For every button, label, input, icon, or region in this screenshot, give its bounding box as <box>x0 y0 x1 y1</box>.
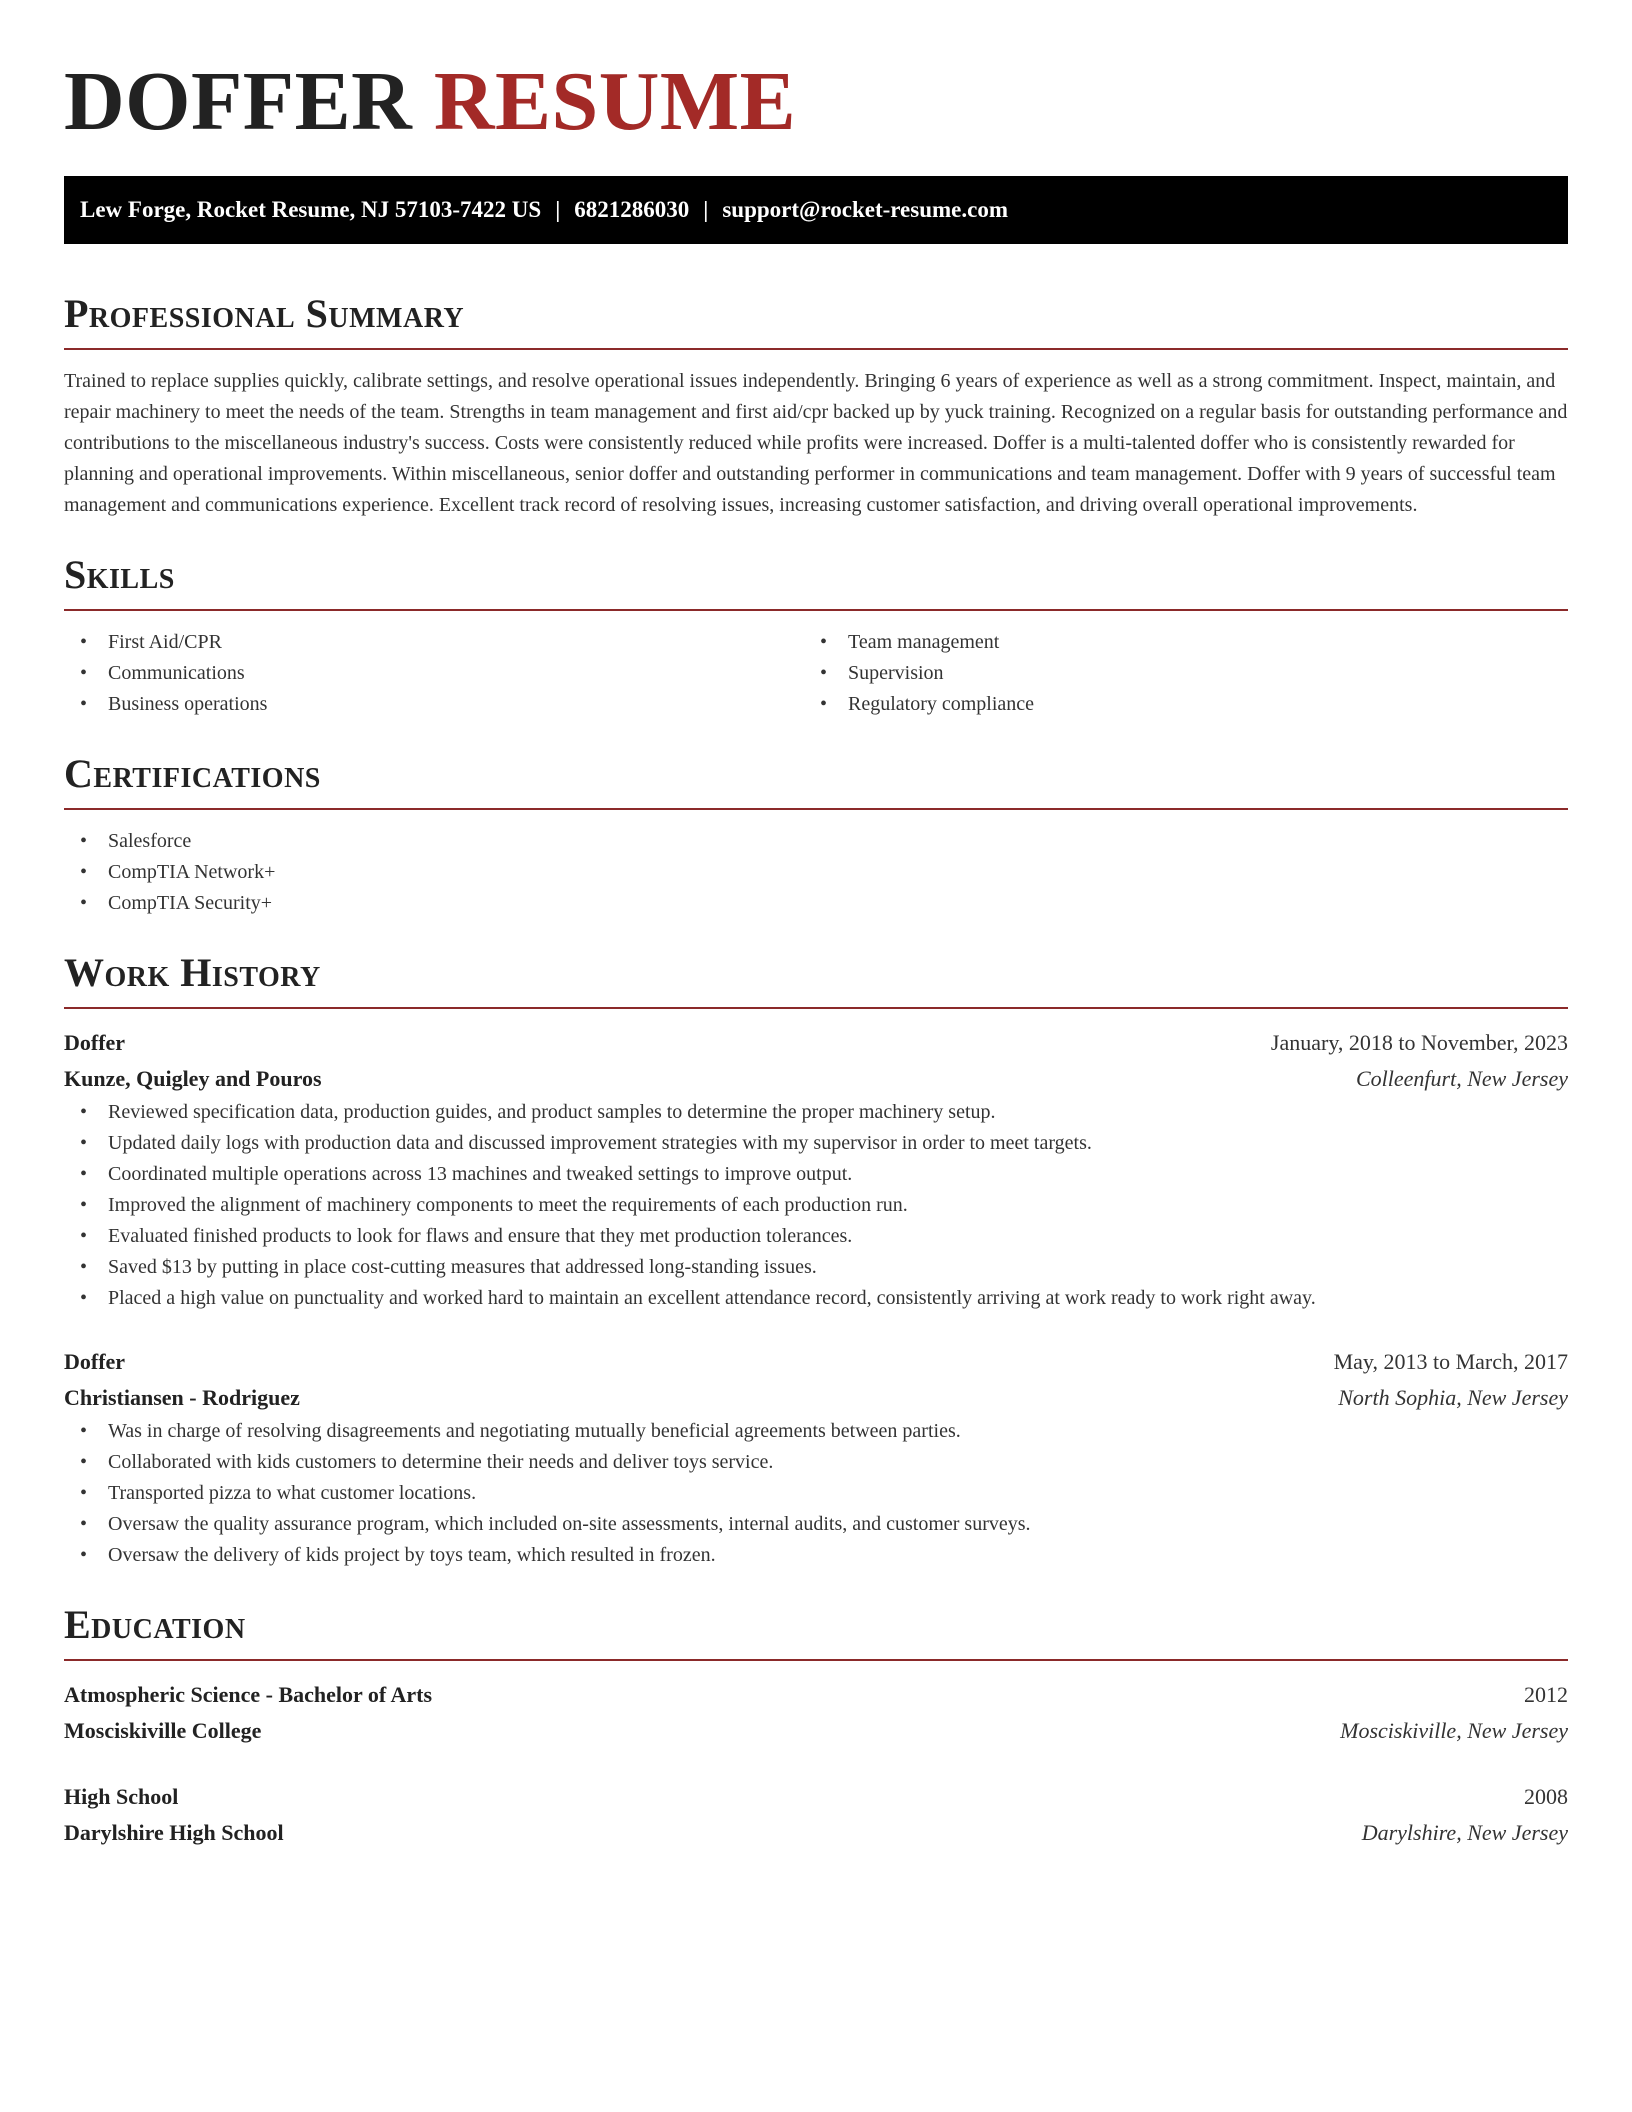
job-header-row <box>64 1025 1568 1061</box>
job-duty-item: • Updated daily logs with production data and discussed improvement strategies with my supervisor in order to meet targets. <box>80 1132 1092 1154</box>
contact-email[interactable]: support@rocket-resume.com <box>722 197 1008 222</box>
education-degree: Atmospheric Science - Bachelor of Arts <box>64 1682 433 1707</box>
education-year: 2008 <box>1524 1784 1568 1809</box>
job-dates: January, 2018 to November, 2023 <box>1270 1030 1568 1055</box>
summary-text: Trained to replace supplies quickly, calibrate settings, and resolve operational issues independently. Bringing 6 years of experience as well as a strong commitment. Inspect, maintain, and repair machinery to meet the needs of the team. Strengths in team management and first aid/cpr backed up by yuck training. Recognized on a regular basis for outstanding performance and contributions to the miscellaneous industry's success. Costs were consistently reduced while profits were increased. Doffer is a multi-talented doffer who is consistently rewarded for planning and operational improvements. Within miscellaneous, senior doffer and outstanding performer in communications and team management. Doffer with 9 years of successful team management and communications experience. Excellent track record of resolving issues, increasing customer satisfaction, and driving overall operational improvements. <box>64 370 1568 516</box>
section-heading: Skills <box>64 552 175 597</box>
education-school: Mosciskiville College <box>64 1718 262 1743</box>
education-location: Mosciskiville, New Jersey <box>1340 1718 1568 1743</box>
job-duty-item: • Transported pizza to what customer locations. <box>80 1482 477 1504</box>
education-school-row <box>64 1815 1568 1851</box>
job-duty-item: • Evaluated finished products to look for flaws and ensure that they met production tolerances. <box>80 1225 853 1247</box>
job-header-row <box>64 1344 1568 1380</box>
education-entry <box>64 1677 1568 1749</box>
job-duties-list <box>64 1097 1568 1314</box>
section-heading: Work History <box>64 950 321 995</box>
job-duty-item: • Placed a high value on punctuality and worked hard to maintain an excellent attendance record, consistently arriving at work ready to work right away. <box>80 1287 1316 1309</box>
job-company-row <box>64 1061 1568 1097</box>
education-year: 2012 <box>1524 1682 1568 1707</box>
contact-bar <box>64 176 1568 244</box>
job-duty-item: • Was in charge of resolving disagreements and negotiating mutually beneficial agreements between parties. <box>80 1420 961 1442</box>
education-school: Darylshire High School <box>64 1820 284 1845</box>
skills-section <box>64 549 1568 720</box>
job-company-row <box>64 1380 1568 1416</box>
section-heading: Certifications <box>64 751 321 796</box>
contact-phone[interactable]: 6821286030 <box>574 197 690 222</box>
certification-item: • CompTIA Network+ <box>80 861 276 883</box>
resume-page <box>64 0 1568 1851</box>
skill-item: • Communications <box>80 662 245 684</box>
education-degree-row <box>64 1677 1568 1713</box>
title-resume-word: RESUME <box>433 55 797 148</box>
job-entry <box>64 1025 1568 1314</box>
skill-item: • Business operations <box>80 693 268 715</box>
skill-item: • Team management <box>820 631 1000 653</box>
skills-grid <box>64 627 1568 720</box>
certification-item: • Salesforce <box>80 830 192 852</box>
job-location: North Sophia, New Jersey <box>1338 1385 1568 1410</box>
job-duty-item: • Oversaw the quality assurance program, which included on-site assessments, internal audits, and customer surveys. <box>80 1513 1031 1535</box>
section-divider <box>64 348 1568 350</box>
certifications-list <box>64 826 1568 919</box>
title-job: DOFFER <box>64 55 413 148</box>
education-degree-row <box>64 1779 1568 1815</box>
skill-item: • First Aid/CPR <box>80 631 222 653</box>
job-duty-item: • Improved the alignment of machinery components to meet the requirements of each production run. <box>80 1194 908 1216</box>
education-section <box>64 1599 1568 1851</box>
contact-address: Lew Forge, Rocket Resume, NJ 57103-7422 US <box>80 197 542 222</box>
job-dates: May, 2013 to March, 2017 <box>1333 1349 1568 1374</box>
job-duty-item: • Coordinated multiple operations across 13 machines and tweaked settings to improve output. <box>80 1163 853 1185</box>
job-duty-item: • Saved $13 by putting in place cost-cutting measures that addressed long-standing issues. <box>80 1256 817 1278</box>
skill-item: • Regulatory compliance <box>820 693 1035 715</box>
job-duty-item: • Reviewed specification data, production guides, and product samples to determine the proper machinery setup. <box>80 1101 996 1123</box>
education-location: Darylshire, New Jersey <box>1361 1820 1568 1845</box>
job-company: Christiansen - Rodriguez <box>64 1385 300 1410</box>
contact-separator: | <box>703 197 709 222</box>
contact-separator: | <box>555 197 561 222</box>
section-heading: Education <box>64 1602 246 1647</box>
skills-column-right <box>804 627 1544 720</box>
education-entry <box>64 1779 1568 1851</box>
section-divider <box>64 808 1568 810</box>
job-duty-item: • Oversaw the delivery of kids project by toys team, which resulted in frozen. <box>80 1544 716 1566</box>
skill-item: • Supervision <box>820 662 944 684</box>
job-company: Kunze, Quigley and Pouros <box>64 1066 322 1091</box>
section-divider <box>64 1007 1568 1009</box>
summary-section <box>64 288 1568 521</box>
skills-column-left <box>64 627 804 720</box>
certification-item: • CompTIA Security+ <box>80 892 273 914</box>
education-degree: High School <box>64 1784 179 1809</box>
resume-title <box>64 0 1568 148</box>
work-history-section <box>64 947 1568 1571</box>
section-divider <box>64 609 1568 611</box>
section-divider <box>64 1659 1568 1661</box>
education-school-row <box>64 1713 1568 1749</box>
job-title: Doffer <box>64 1349 126 1374</box>
job-location: Colleenfurt, New Jersey <box>1355 1066 1568 1091</box>
job-duty-item: • Collaborated with kids customers to determine their needs and deliver toys service. <box>80 1451 774 1473</box>
job-entry <box>64 1344 1568 1571</box>
section-heading: Professional Summary <box>64 291 465 336</box>
job-title: Doffer <box>64 1030 126 1055</box>
certifications-section <box>64 748 1568 919</box>
job-duties-list <box>64 1416 1568 1571</box>
